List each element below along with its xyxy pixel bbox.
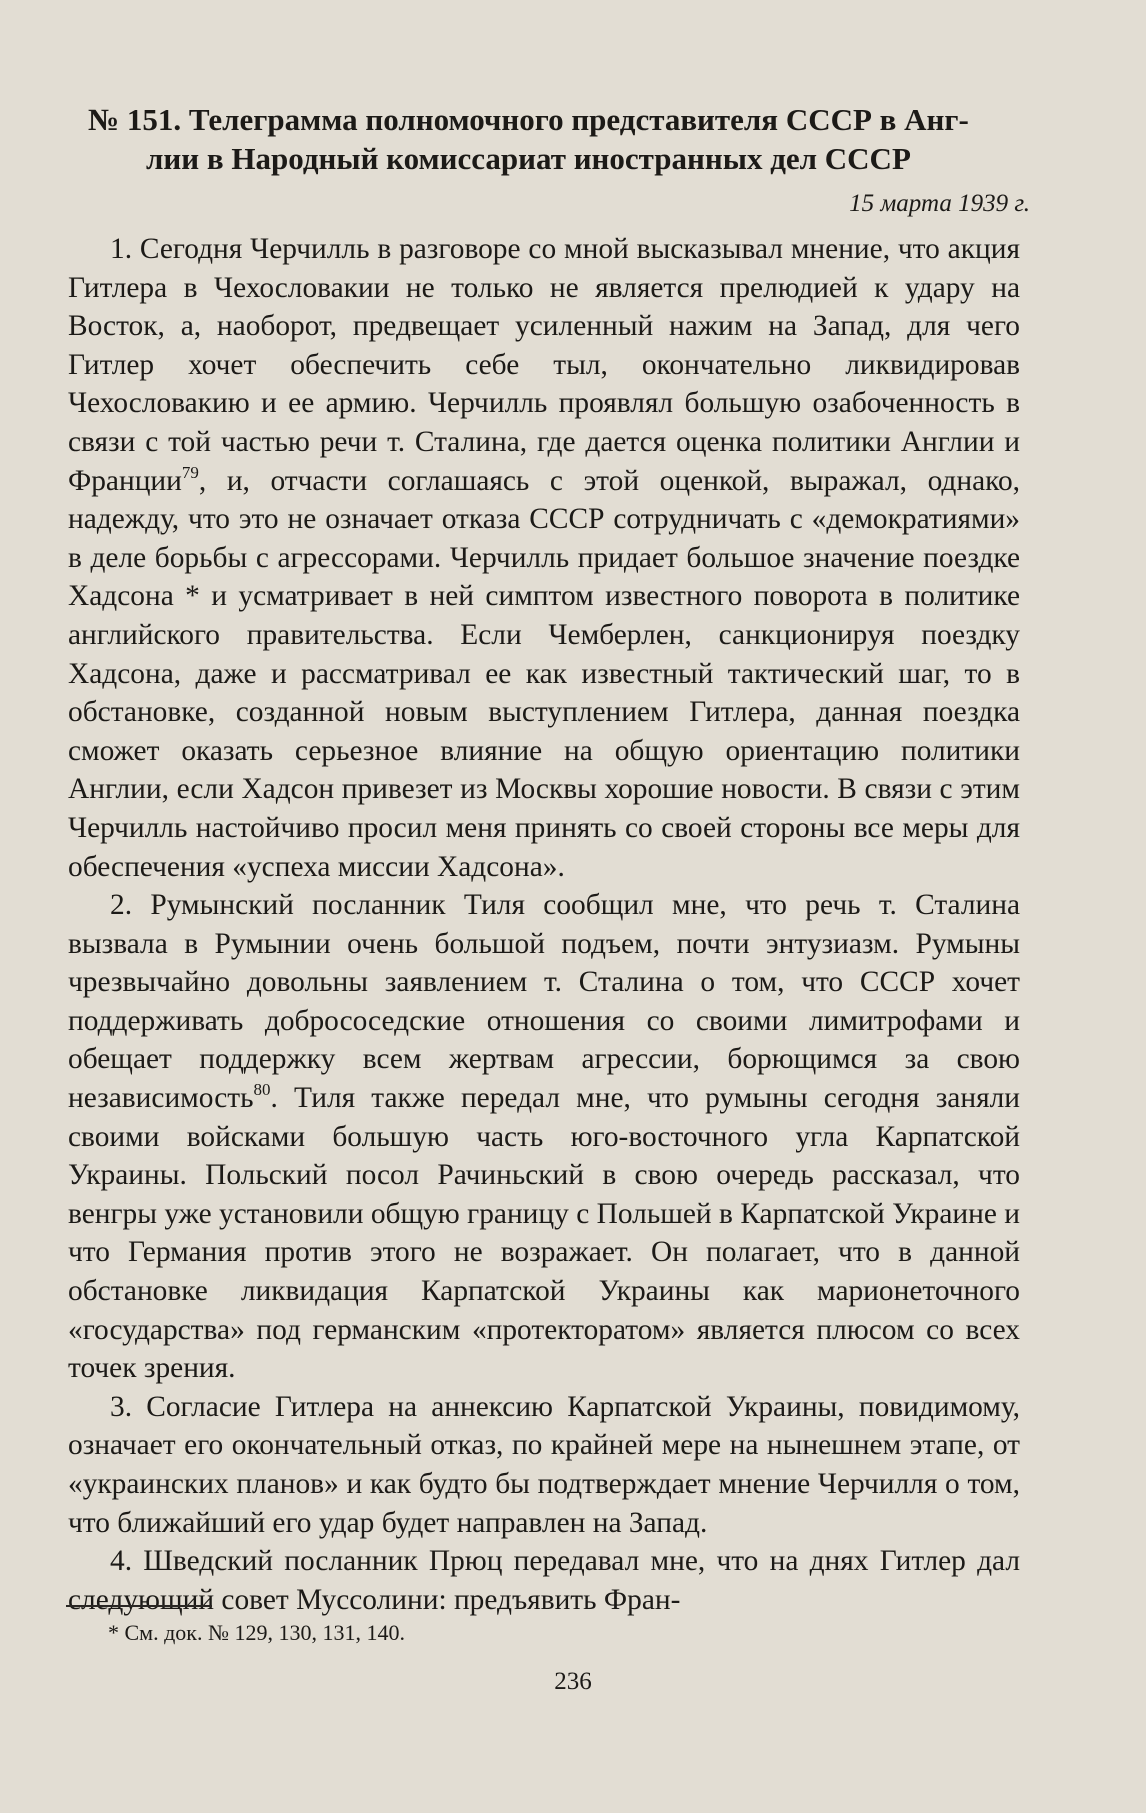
paragraph-2-text-b: . Тиля также передал мне, что румыны сегодня заняли своими войсками большую часть юго-восточного угла Карпатской Украины. Польский посол Рачиньский в свою очередь рассказал, что венгры уже установили общую границу с Польшей в Карпатской Украине и что Германия против этого не возражает. Он полагает, что в данной обстановке ликвидация Карпатской Украины как марионеточного «государства» под германским «протекторатом» является плюсом со всех точек зрения.	[68, 1082, 1020, 1385]
paragraph-4-text: 4. Шведский посланник Прюц передавал мне, что на днях Гитлер дал следующий совет Муссолини: предъявить Фран-	[68, 1545, 1020, 1616]
footnote: * См. док. № 129, 130, 131, 140.	[108, 1620, 405, 1645]
endnote-marker-79: 79	[181, 462, 199, 482]
document-body	[68, 230, 1020, 1619]
heading-line-1: № 151. Телеграмма полномочного представителя СССР в Анг-	[88, 102, 969, 137]
paragraph-1	[68, 230, 1020, 886]
paragraph-4	[68, 1542, 1020, 1619]
footnote-separator	[66, 1605, 212, 1607]
document-date: 15 марта 1939 г.	[849, 190, 1030, 217]
paragraph-2	[68, 886, 1020, 1388]
heading-line-2: лии в Народный комиссариат иностранных дел СССР	[146, 141, 911, 176]
paragraph-2-text-a: 2. Румынский посланник Тиля сообщил мне, что речь т. Сталина вызвала в Румынии очень большой подъем, почти энтузиазм. Румыны чрезвычайно довольны заявлением т. Сталина о том, что СССР хочет поддерживать добрососедские отношения со своими лимитрофами и обещает поддержку всем жертвам агрессии, борющимся за свою независимость	[68, 889, 1020, 1115]
paragraph-3	[68, 1388, 1020, 1542]
paragraph-1-text-a: 1. Сегодня Черчилль в разговоре со мной высказывал мнение, что акция Гитлера в Чехословакии не только не является прелюдией к удару на Восток, а, наоборот, предвещает усиленный нажим на Запад, для чего Гитлер хочет обеспечить себе тыл, окончательно ликвидировав Чехословакию и ее армию. Черчилль проявлял большую озабоченность в связи с той частью речи т. Сталина, где дается оценка политики Англии и Франции	[68, 233, 1020, 497]
page-number: 236	[554, 1668, 592, 1695]
paragraph-1-text-b: , и, отчасти соглашаясь с этой оценкой, выражал, однако, надежду, что это не означает отказа СССР сотрудничать с «демократиями» в деле борьбы с агрессорами. Черчилль придает большое значение поездке Хадсона * и усматривает в ней симптом известного поворота в политике английского правительства. Если Чемберлен, санкционируя поездку Хадсона, даже и рассматривал ее как известный тактический шаг, то в обстановке, созданной новым выступлением Гитлера, данная поездка сможет оказать серьезное влияние на общую ориентацию политики Англии, если Хадсон привезет из Москвы хорошие новости. В связи с этим Черчилль настойчиво просил меня принять со своей стороны все меры для обеспечения «успеха миссии Хадсона».	[68, 464, 1020, 883]
paragraph-3-text: 3. Согласие Гитлера на аннексию Карпатской Украины, повидимому, означает его окончательный отказ, по крайней мере на нынешнем этапе, от «украинских планов» и как будто бы подтверждает мнение Черчилля о том, что ближайший его удар будет направлен на Запад.	[68, 1390, 1020, 1539]
document-heading	[88, 100, 1028, 178]
endnote-marker-80: 80	[253, 1080, 271, 1100]
